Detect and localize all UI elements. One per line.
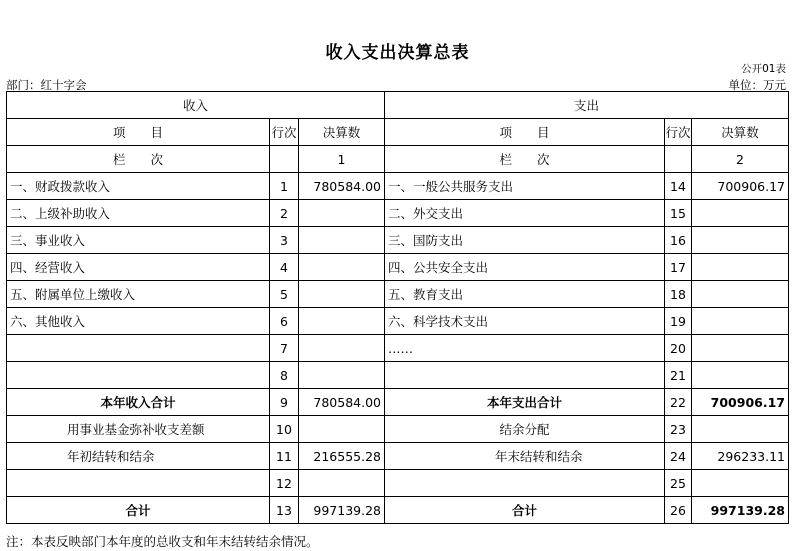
income-amount — [299, 335, 385, 362]
income-item: 五、附属单位上缴收入 — [7, 281, 270, 308]
table-row — [7, 281, 789, 308]
income-amount — [299, 362, 385, 389]
table-row-total — [7, 497, 789, 524]
expense-line: 16 — [665, 227, 692, 254]
expense-line: 24 — [665, 443, 692, 470]
expense-item: 结余分配 — [385, 416, 665, 443]
expense-subtotal-amount: 700906.17 — [692, 389, 789, 416]
income-amount — [299, 308, 385, 335]
column-header-row — [7, 119, 789, 146]
department-label: 部门：红十字会 — [6, 78, 87, 92]
expense-line: 17 — [665, 254, 692, 281]
expense-amount — [692, 470, 789, 497]
income-item — [7, 470, 270, 497]
column-number-row — [7, 146, 789, 173]
expense-amount: 700906.17 — [692, 173, 789, 200]
expense-line: 15 — [665, 200, 692, 227]
expense-amount — [692, 281, 789, 308]
income-amount — [299, 281, 385, 308]
income-line: 1 — [270, 173, 299, 200]
income-subtotal-label: 本年收入合计 — [7, 389, 270, 416]
income-line: 8 — [270, 362, 299, 389]
expense-line: 21 — [665, 362, 692, 389]
expense-line: 14 — [665, 173, 692, 200]
table-row — [7, 308, 789, 335]
expense-amount — [692, 308, 789, 335]
income-item — [7, 362, 270, 389]
expense-line: 19 — [665, 308, 692, 335]
expense-line: 23 — [665, 416, 692, 443]
income-amount: 216555.28 — [299, 443, 385, 470]
expense-amount — [692, 254, 789, 281]
table-row — [7, 227, 789, 254]
expense-amount: 296233.11 — [692, 443, 789, 470]
expense-column-label: 栏 次 — [385, 146, 665, 173]
form-id: 公开01表 — [741, 63, 786, 75]
income-line-header: 行次 — [270, 119, 299, 146]
expense-line: 26 — [665, 497, 692, 524]
income-line: 2 — [270, 200, 299, 227]
expense-column-number: 2 — [692, 146, 789, 173]
expense-line: 18 — [665, 281, 692, 308]
income-line: 12 — [270, 470, 299, 497]
expense-total-amount: 997139.28 — [692, 497, 789, 524]
income-expense-table — [6, 91, 789, 524]
income-item: 四、经营收入 — [7, 254, 270, 281]
table-row — [7, 362, 789, 389]
income-line: 6 — [270, 308, 299, 335]
income-column-number: 1 — [299, 146, 385, 173]
income-amount-header: 决算数 — [299, 119, 385, 146]
table-row — [7, 200, 789, 227]
income-line: 11 — [270, 443, 299, 470]
income-item-header: 项 目 — [7, 119, 270, 146]
expense-column-line-blank — [665, 146, 692, 173]
income-item: 年初结转和结余 — [7, 443, 270, 470]
table-row — [7, 416, 789, 443]
income-item — [7, 335, 270, 362]
income-line: 3 — [270, 227, 299, 254]
expense-line: 22 — [665, 389, 692, 416]
expense-amount — [692, 416, 789, 443]
expense-amount — [692, 200, 789, 227]
income-line: 10 — [270, 416, 299, 443]
income-item: 一、财政拨款收入 — [7, 173, 270, 200]
income-line: 5 — [270, 281, 299, 308]
expense-item: 六、科学技术支出 — [385, 308, 665, 335]
income-amount — [299, 470, 385, 497]
table-row — [7, 443, 789, 470]
expense-line: 20 — [665, 335, 692, 362]
income-line: 13 — [270, 497, 299, 524]
table-row — [7, 335, 789, 362]
page-title: 收入支出决算总表 — [325, 43, 470, 63]
expense-item: 年末结转和结余 — [385, 443, 665, 470]
income-item: 用事业基金弥补收支差额 — [7, 416, 270, 443]
section-header-row — [7, 92, 789, 119]
table-row — [7, 254, 789, 281]
table-row-subtotal — [7, 389, 789, 416]
expense-item: 四、公共安全支出 — [385, 254, 665, 281]
expense-subtotal-label: 本年支出合计 — [385, 389, 665, 416]
unit-label: 单位：万元 — [728, 78, 786, 92]
expense-line: 25 — [665, 470, 692, 497]
expense-section-header: 支出 — [385, 92, 789, 119]
income-amount — [299, 416, 385, 443]
income-column-line-blank — [270, 146, 299, 173]
income-amount — [299, 254, 385, 281]
expense-amount — [692, 227, 789, 254]
expense-amount-header: 决算数 — [692, 119, 789, 146]
table-row — [7, 470, 789, 497]
expense-item: 一、一般公共服务支出 — [385, 173, 665, 200]
expense-amount — [692, 362, 789, 389]
income-item: 六、其他收入 — [7, 308, 270, 335]
footnote: 注：本表反映部门本年度的总收支和年末结转结余情况。 — [6, 534, 319, 549]
expense-item-header: 项 目 — [385, 119, 665, 146]
income-amount — [299, 200, 385, 227]
income-line: 4 — [270, 254, 299, 281]
expense-line-header: 行次 — [665, 119, 692, 146]
income-item: 三、事业收入 — [7, 227, 270, 254]
expense-item: 三、国防支出 — [385, 227, 665, 254]
income-amount: 780584.00 — [299, 173, 385, 200]
income-amount — [299, 227, 385, 254]
income-column-label: 栏 次 — [7, 146, 270, 173]
expense-amount — [692, 335, 789, 362]
income-subtotal-amount: 780584.00 — [299, 389, 385, 416]
income-total-amount: 997139.28 — [299, 497, 385, 524]
expense-item: 二、外交支出 — [385, 200, 665, 227]
income-line: 9 — [270, 389, 299, 416]
expense-item — [385, 362, 665, 389]
expense-total-label: 合计 — [385, 497, 665, 524]
expense-item: …… — [385, 335, 665, 362]
table-row — [7, 173, 789, 200]
expense-item: 五、教育支出 — [385, 281, 665, 308]
income-section-header: 收入 — [7, 92, 385, 119]
income-line: 7 — [270, 335, 299, 362]
expense-item — [385, 470, 665, 497]
income-item: 二、上级补助收入 — [7, 200, 270, 227]
income-total-label: 合计 — [7, 497, 270, 524]
